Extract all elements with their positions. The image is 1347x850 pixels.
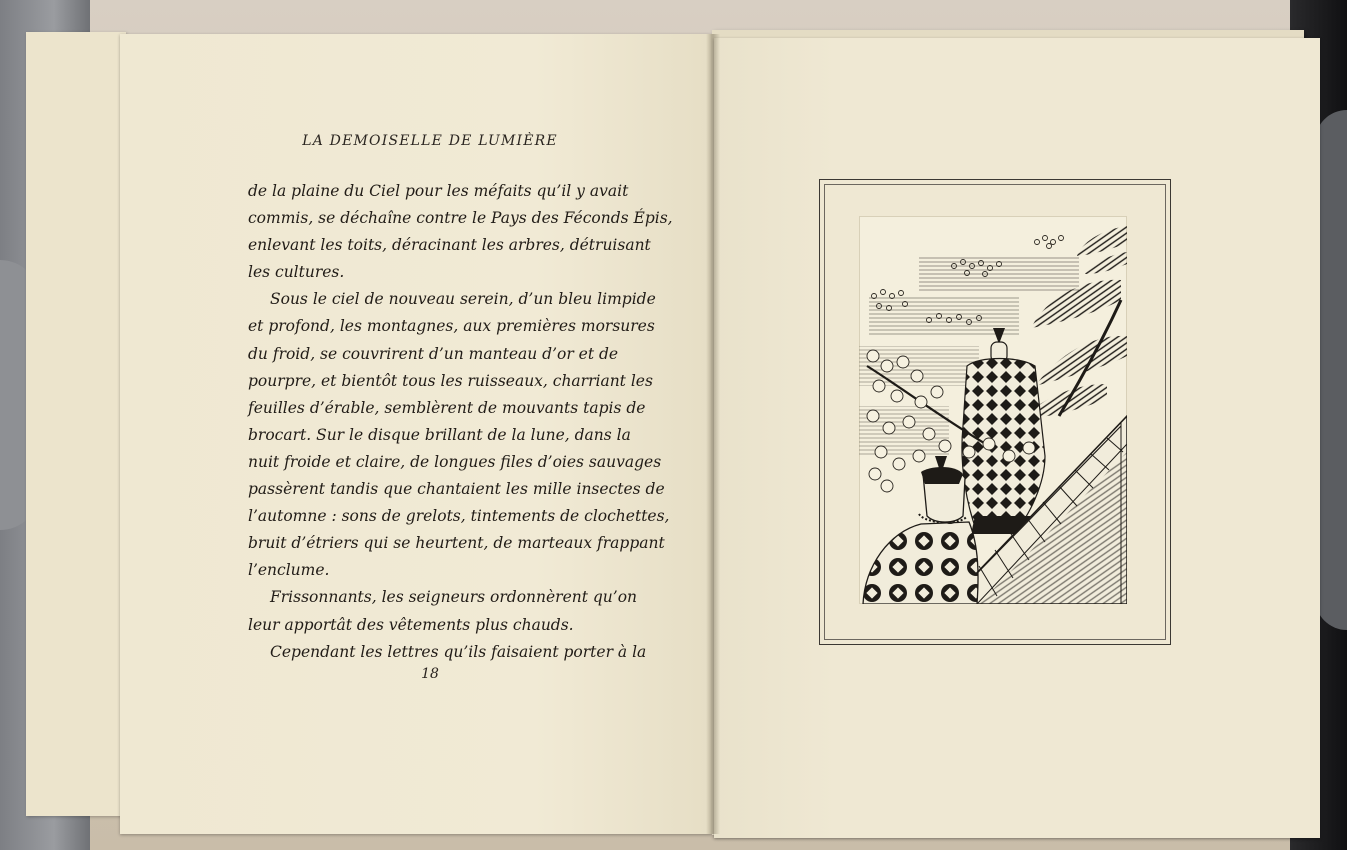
text-line: Sous le ciel de nouveau serein, d’un bleu limpide — [270, 290, 656, 309]
text-line: de la plaine du Ciel pour les méfaits qu’il y avait — [248, 182, 629, 200]
text-line: Cependant les lettres qu’ils faisaient porter à la — [270, 642, 647, 661]
text-line: Frissonnants, les seigneurs ordonnèrent qu’on — [270, 588, 638, 607]
text-line: les cultures. — [248, 263, 345, 282]
text-line: enlevant les toits, déracinant les arbres, détruisant — [248, 236, 651, 255]
text-line: commis, se déchaîne contre le Pays des Féconds Épis, — [248, 209, 673, 228]
text-line: pourpre, et bientôt tous les ruisseaux, charriant les — [248, 371, 653, 390]
text-line: leur apportât des vêtements plus chauds. — [248, 615, 574, 634]
book-gutter — [706, 34, 720, 834]
text-line: l’enclume. — [248, 561, 330, 580]
etching-plate — [859, 216, 1127, 604]
text-line: bruit d’étriers qui se heurtent, de marteaux frappant — [248, 534, 665, 553]
text-line: feuilles d’érable, semblèrent de mouvants tapis de — [248, 398, 646, 417]
back-sheet — [26, 32, 126, 816]
body-text — [248, 178, 673, 666]
page-number: 18 — [421, 666, 439, 682]
text-line: nuit froide et claire, de longues files d’oies sauvages — [248, 452, 662, 471]
text-line: du froid, se couvrirent d’un manteau d’or et de — [248, 344, 619, 363]
seated-noble — [863, 456, 978, 604]
text-line: et profond, les montagnes, aux premières morsures — [248, 317, 655, 336]
text-line: l’automne : sons de grelots, tintements de clochettes, — [248, 507, 670, 526]
text-line: brocart. Sur le disque brillant de la lune, dans la — [248, 425, 631, 444]
text-line: passèrent tandis que chantaient les mille insectes de — [248, 480, 665, 499]
running-head: LA DEMOISELLE DE LUMIÈRE — [302, 133, 558, 149]
etching-illustration — [859, 216, 1127, 604]
